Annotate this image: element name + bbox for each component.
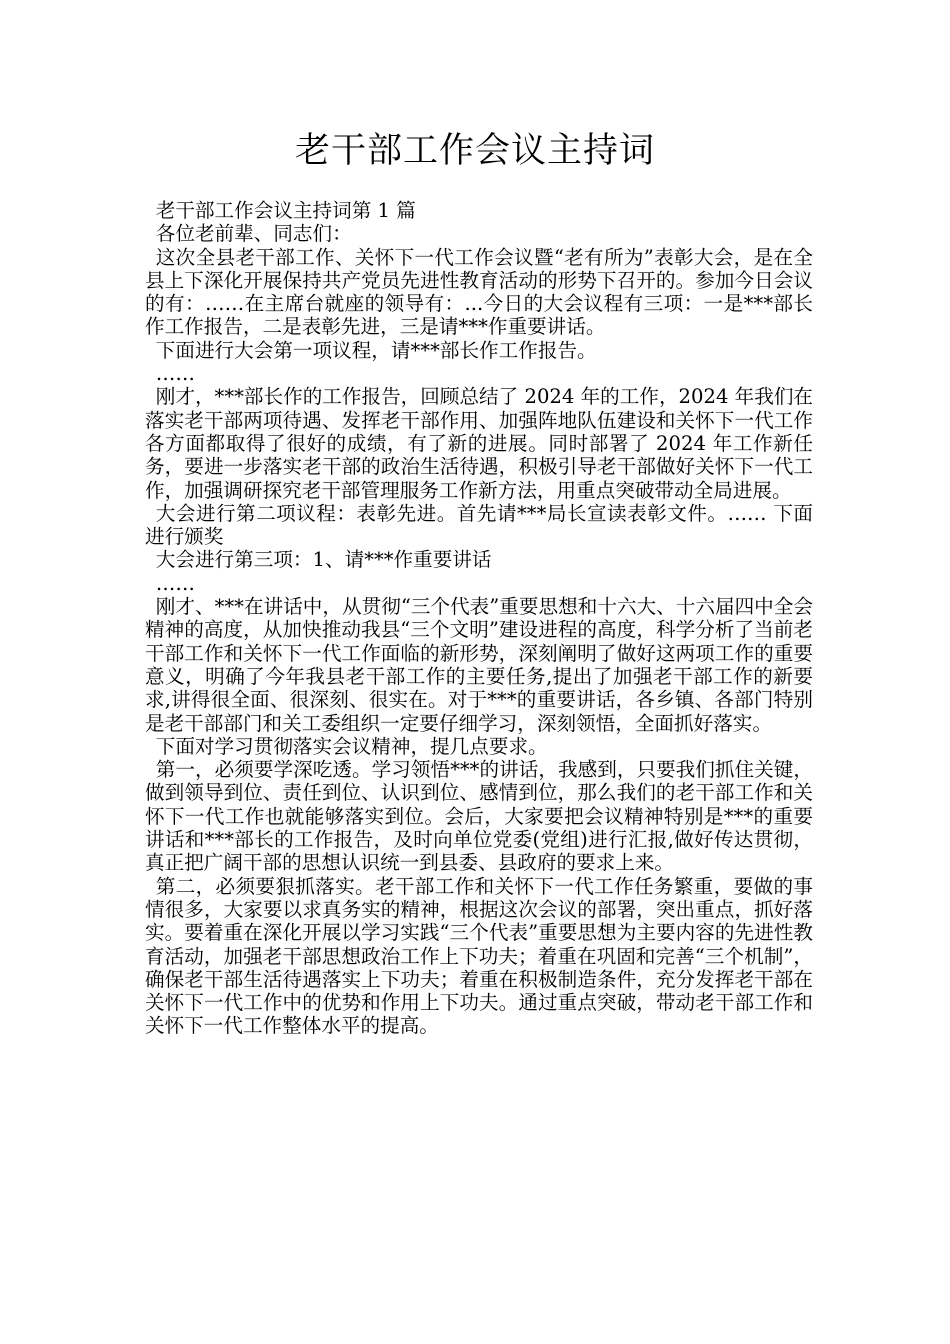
ellipsis-line: …… bbox=[155, 571, 195, 595]
section-heading: 老干部工作会议主持词第 1 篇 bbox=[155, 199, 416, 222]
paragraph-requirement-two: 第二，必须要狠抓落实。老干部工作和关怀下一代工作任务繁重，要做的事情很多，大家要以求真务实的精神，根据这次会议的部署，突出重点，抓好落实。要着重在深化开展以学习实践“三个代表”重要思想为主要内容的先进性教育活动，加强老干部思想政治工作上下功夫；着重在巩固和完善“三个机制”，确保老干部生活待遇落实上下功夫；着重在积极制造条件，充分发挥老干部在关怀下一代工作中的优势和作用上下功夫。通过重点突破，带动老干部工作和关怀下一代工作整体水平的提高。 bbox=[145, 874, 813, 1038]
document-body bbox=[145, 199, 813, 1038]
salutation: 各位老前辈、同志们： bbox=[155, 222, 352, 246]
paragraph-speech-summary: 刚才、***在讲话中，从贯彻“三个代表”重要思想和十六大、十六届四中全会精神的高度，从加快推动我县“三个文明”建设进程的高度，科学分析了当前老干部工作和关怀下一代工作面临的新形势，深刻阐明了做好这两项工作的重要意义，明确了今年我县老干部工作的主要任务,提出了加强老干部工作的新要求,讲得很全面、很深刻、很实在。对于***的重要讲话，各乡镇、各部门特别是老干部部门和关工委组织一定要仔细学习，深刻领悟，全面抓好落实。 bbox=[145, 595, 813, 735]
paragraph-agenda-three: 大会进行第三项：1、请***作重要讲话 bbox=[155, 548, 492, 572]
ellipsis-line: …… bbox=[155, 362, 195, 386]
paragraph-agenda-two: 大会进行第二项议程：表彰先进。首先请***局长宣读表彰文件。…… 下面进行颁奖 bbox=[145, 501, 813, 549]
paragraph-agenda-one: 下面进行大会第一项议程，请***部长作工作报告。 bbox=[155, 338, 597, 362]
paragraph-opening: 这次全县老干部工作、关怀下一代工作会议暨“老有所为”表彰大会，是在全县上下深化开展保持共产党员先进性教育活动的形势下召开的。参加今日会议的有：……在主席台就座的领导有：...今日的大会议程有三项：一是***部长作工作报告，二是表彰先进，三是请***作重要讲话。 bbox=[145, 245, 813, 339]
paragraph-requirements-intro: 下面对学习贯彻落实会议精神，提几点要求。 bbox=[155, 734, 548, 758]
paragraph-report-summary: 刚才，***部长作的工作报告，回顾总结了 2024 年的工作，2024 年我们在落实老干部两项待遇、发挥老干部作用、加强阵地队伍建设和关怀下一代工作各方面都取得了很好的成绩，有了新的进展。同时部署了 2024 年工作新任务，要进一步落实老干部的政治生活待遇，积极引导老干部做好关怀下一代工作，加强调研探究老干部管理服务工作新方法，用重点突破带动全局进展。 bbox=[145, 385, 814, 502]
document-title: 老干部工作会议主持词 bbox=[294, 131, 655, 171]
paragraph-requirement-one: 第一，必须要学深吃透。学习领悟***的讲话，我感到，只要我们抓住关键，做到领导到位、责任到位、认识到位、感情到位，那么我们的老干部工作和关怀下一代工作也就能够落实到位。会后，大家要把会议精神特别是***的重要讲话和***部长的工作报告，及时向单位党委(党组)进行汇报,做好传达贯彻，真正把广阔干部的思想认识统一到县委、县政府的要求上来。 bbox=[145, 758, 813, 875]
